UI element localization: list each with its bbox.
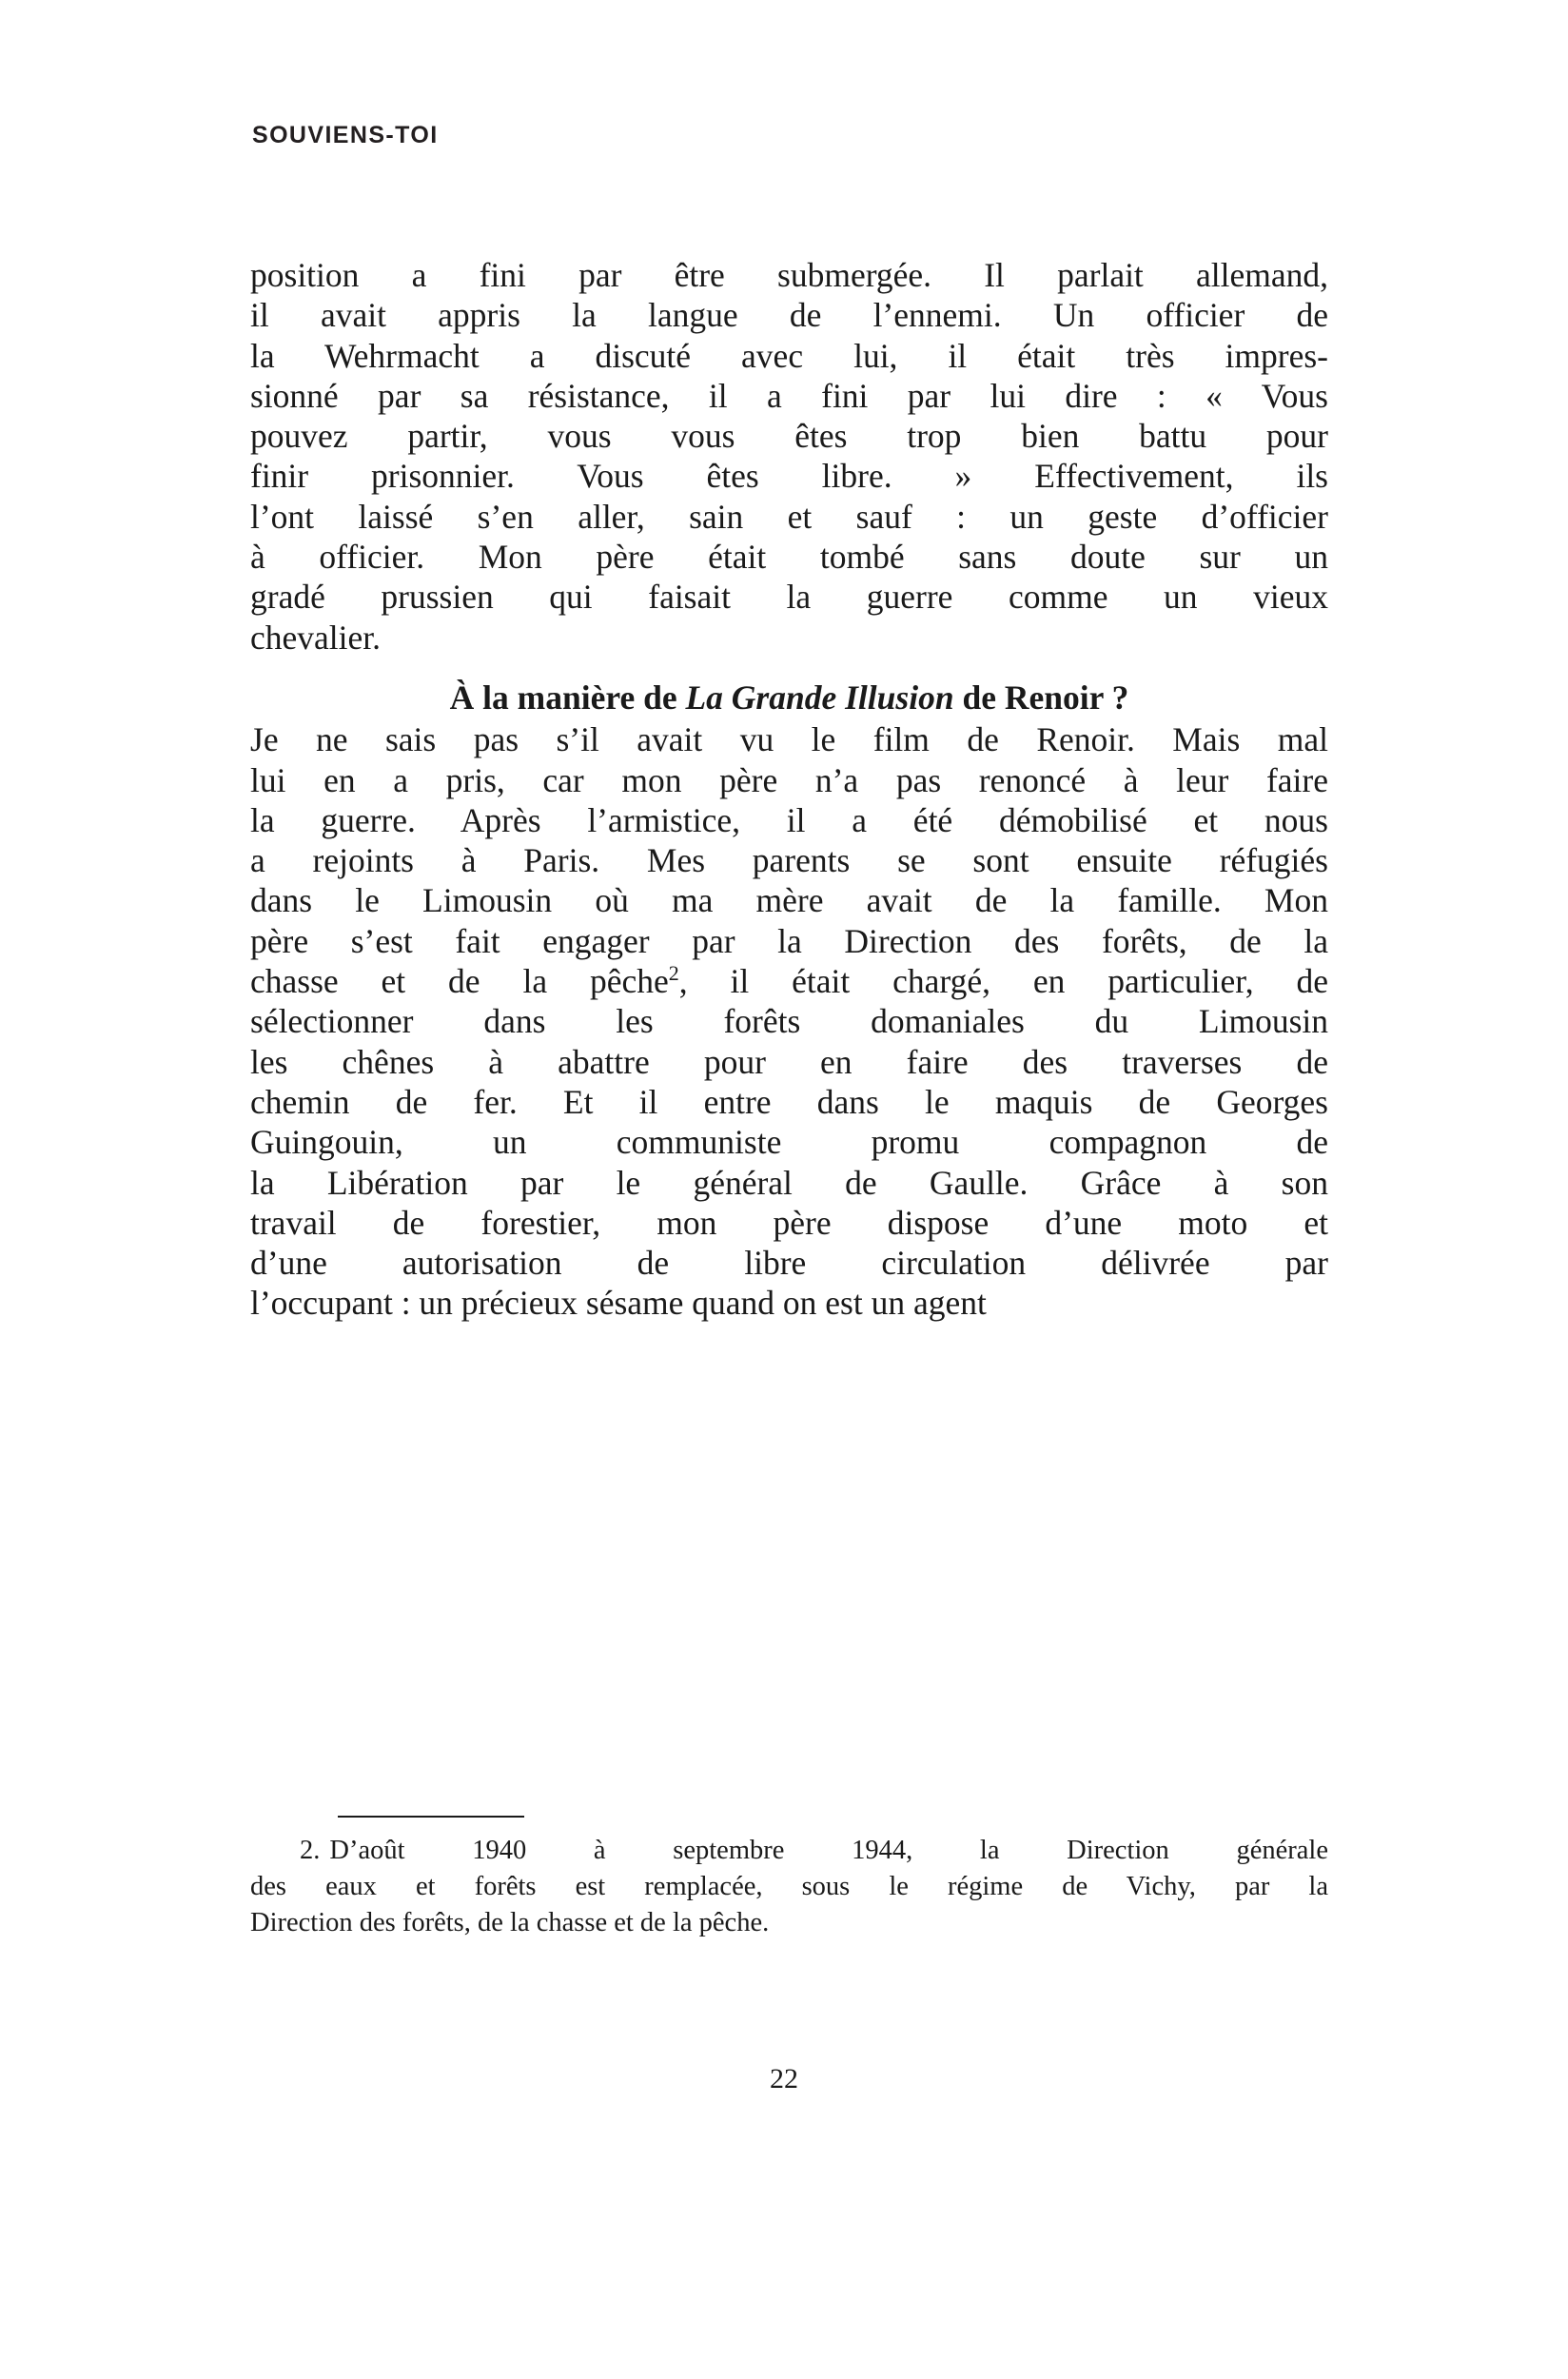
footnote-line-text-before: chasse et de la pêche xyxy=(250,962,669,1001)
paragraph-2 xyxy=(250,719,1328,1323)
footnote-line-text: D’août 1940 à septembre 1944, la Direction générale xyxy=(329,1836,1328,1865)
paragraph-1-line: sionné par sa résistance, il a fini par lui dire : « Vous xyxy=(250,376,1328,415)
paragraph-2-line: d’une autorisation de libre circulation délivrée par xyxy=(250,1244,1328,1283)
section-subheading xyxy=(250,678,1328,718)
paragraph-1-line: à officier. Mon père était tombé sans doute sur un xyxy=(250,538,1328,577)
footnote-2 xyxy=(250,1833,1328,1941)
paragraph-1-line: l’ont laissé s’en aller, sain et sauf : un geste d’officier xyxy=(250,497,1328,536)
paragraph-2-line: la guerre. Après l’armistice, il a été démobilisé et nous xyxy=(250,800,1328,839)
paragraph-1-line: gradé prussien qui faisait la guerre comme un vieux xyxy=(250,578,1328,617)
footnote-number: 2. xyxy=(300,1836,321,1865)
paragraph-1 xyxy=(250,255,1328,658)
footnote-separator-rule xyxy=(338,1816,524,1818)
footnote-line-text-after: , il était chargé, en particulier, de xyxy=(678,962,1328,1001)
paragraph-2-line: Je ne sais pas s’il avait vu le film de Renoir. Mais mal xyxy=(250,720,1328,759)
paragraph-2-line-with-footnote xyxy=(250,961,1328,1001)
footnote-line xyxy=(250,1833,1328,1869)
paragraph-2-line: travail de forestier, mon père dispose d’une moto et xyxy=(250,1203,1328,1242)
footnote-block xyxy=(250,1816,1328,1941)
paragraph-2-line: père s’est fait engager par la Direction des forêts, de la xyxy=(250,921,1328,960)
paragraph-1-line: position a fini par être submergée. Il parlait allemand, xyxy=(250,256,1328,294)
paragraph-2-line: les chênes à abattre pour en faire des traverses de xyxy=(250,1042,1328,1081)
subheading-text-after: de Renoir ? xyxy=(953,678,1129,717)
paragraph-2-line: la Libération par le général de Gaulle. Grâce à son xyxy=(250,1163,1328,1202)
paragraph-2-line: a rejoints à Paris. Mes parents se sont ensuite réfugiés xyxy=(250,841,1328,880)
paragraph-2-line: Guingouin, un communiste promu compagnon de xyxy=(250,1123,1328,1162)
footnote-reference-marker[interactable]: 2 xyxy=(668,961,679,986)
paragraph-1-line: la Wehrmacht a discuté avec lui, il était très impres- xyxy=(250,336,1328,375)
paragraph-2-line: sélectionner dans les forêts domaniales du Limousin xyxy=(250,1002,1328,1041)
page-number: 22 xyxy=(770,2063,798,2094)
paragraph-1-line: chevalier. xyxy=(250,618,381,657)
paragraph-1-line: finir prisonnier. Vous êtes libre. » Effectivement, ils xyxy=(250,457,1328,496)
subheading-text-before: À la manière de xyxy=(449,678,686,717)
running-head: SOUVIENS-TOI xyxy=(252,122,439,148)
paragraph-2-line: l’occupant : un précieux sésame quand on est un agent xyxy=(250,1284,987,1323)
footnote-line: Direction des forêts, de la chasse et de la pêche. xyxy=(250,1908,770,1937)
paragraph-2-line: dans le Limousin où ma mère avait de la famille. Mon xyxy=(250,881,1328,920)
footnote-line: des eaux et forêts est remplacée, sous le régime de Vichy, par la xyxy=(250,1872,1328,1901)
subheading-work-title: La Grande Illusion xyxy=(685,678,954,717)
paragraph-1-line: pouvez partir, vous vous êtes trop bien battu pour xyxy=(250,417,1328,456)
paragraph-2-line: chemin de fer. Et il entre dans le maquis de Georges xyxy=(250,1082,1328,1121)
paragraph-1-line: il avait appris la langue de l’ennemi. Un officier de xyxy=(250,296,1328,335)
paragraph-2-line: lui en a pris, car mon père n’a pas renoncé à leur faire xyxy=(250,760,1328,799)
text-column xyxy=(250,255,1328,1324)
